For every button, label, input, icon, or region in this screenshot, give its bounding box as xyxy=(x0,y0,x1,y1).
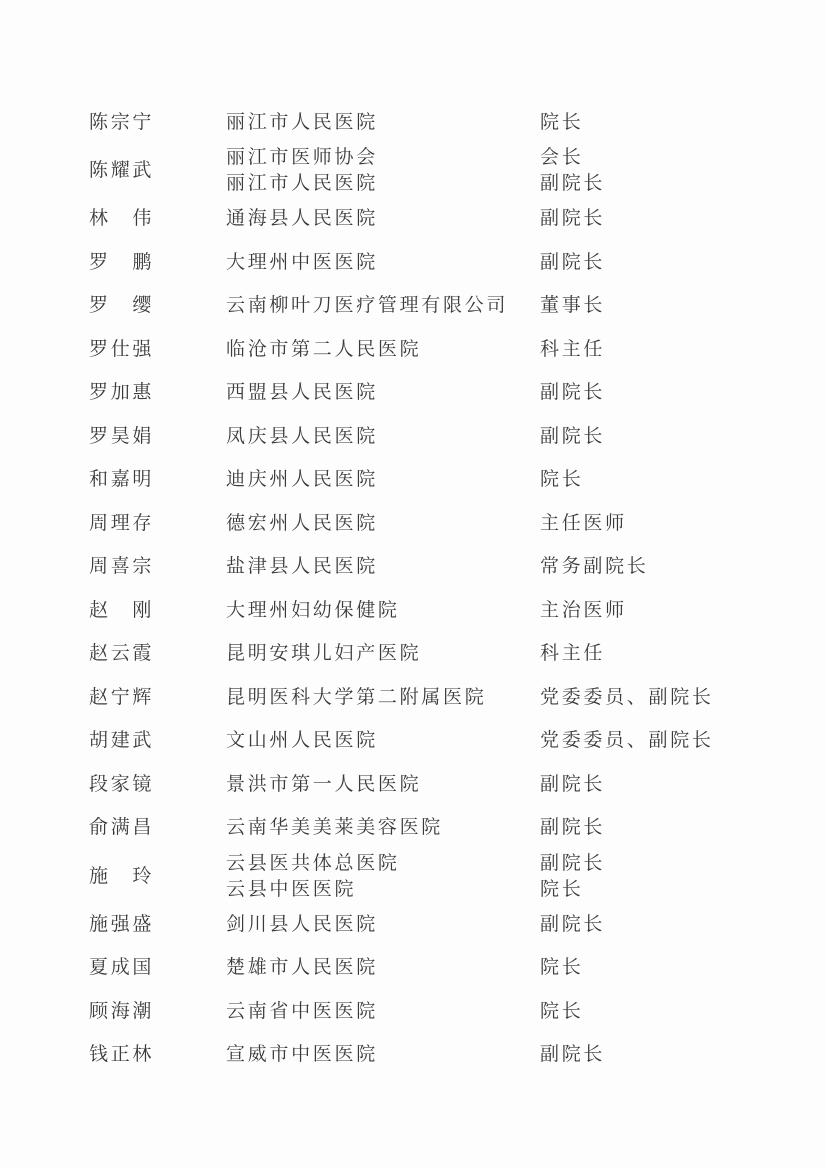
member-row xyxy=(0,588,826,632)
member-position: 院长 xyxy=(540,956,584,979)
member-organization: 云南华美美莱美容医院 xyxy=(226,816,444,839)
member-organization: 大理州中医医院 xyxy=(226,250,378,273)
member-position: 副院长 xyxy=(540,207,606,230)
member-position-cell xyxy=(540,902,605,946)
member-position: 副院长 xyxy=(540,381,606,404)
member-organization-cell xyxy=(226,458,378,502)
member-position-cell xyxy=(540,675,714,719)
member-organization-cell xyxy=(226,762,421,806)
member-position: 副院长 xyxy=(540,816,606,839)
member-organization: 通海县人民医院 xyxy=(226,207,378,230)
member-organization-cell xyxy=(226,414,378,458)
member-organization-cell xyxy=(226,100,378,144)
member-position: 党委委员、副院长 xyxy=(540,729,714,752)
member-organization: 丽江市人民医院 xyxy=(226,110,378,133)
member-organization: 凤庆县人民医院 xyxy=(226,424,378,447)
member-organization: 临沧市第二人民医院 xyxy=(226,337,422,360)
member-position-cell xyxy=(540,197,605,241)
member-position-cell xyxy=(540,762,605,806)
member-row xyxy=(0,946,826,990)
member-name: 赵宁辉 xyxy=(89,685,155,708)
member-row xyxy=(0,902,826,946)
member-organization: 楚雄市人民医院 xyxy=(226,956,378,979)
member-row xyxy=(0,545,826,589)
member-position-cell xyxy=(540,588,627,632)
member-organization-cell xyxy=(226,197,378,241)
member-position-cell xyxy=(540,327,605,371)
member-position: 常务副院长 xyxy=(540,555,649,578)
member-name: 罗昊娟 xyxy=(89,424,155,447)
member-position-cell xyxy=(540,849,605,902)
member-organization-cell xyxy=(226,849,400,902)
member-position-cell xyxy=(540,989,583,1033)
member-name: 钱正林 xyxy=(89,1043,155,1066)
member-row xyxy=(0,501,826,545)
member-row xyxy=(0,100,826,144)
member-organization-cell xyxy=(226,1033,378,1077)
member-organization-cell xyxy=(226,675,486,719)
member-position-cell xyxy=(540,371,605,415)
member-organization-cell xyxy=(226,806,443,850)
member-position: 副院长 xyxy=(540,912,606,935)
member-row xyxy=(0,806,826,850)
member-organization-cell xyxy=(226,902,378,946)
member-position-cell xyxy=(540,545,649,589)
member-position: 会长 xyxy=(540,146,584,168)
member-row xyxy=(0,675,826,719)
member-name: 俞满昌 xyxy=(89,816,155,839)
member-position: 董事长 xyxy=(540,294,606,317)
member-name: 罗 鹏 xyxy=(89,250,155,273)
member-organization-cell xyxy=(226,144,378,197)
member-position: 副院长 xyxy=(540,772,606,795)
member-organization-cell xyxy=(226,240,378,284)
member-position-cell xyxy=(540,946,583,990)
member-organization: 景洪市第一人民医院 xyxy=(226,772,422,795)
member-organization: 云县中医医院 xyxy=(226,877,357,900)
member-row xyxy=(0,414,826,458)
member-name: 罗加惠 xyxy=(89,381,155,404)
member-organization: 西盟县人民医院 xyxy=(226,381,378,404)
member-name: 胡建武 xyxy=(89,729,155,752)
member-organization-cell xyxy=(226,989,378,1033)
member-position-cell xyxy=(540,719,714,763)
member-organization-cell xyxy=(226,719,378,763)
member-row xyxy=(0,1033,826,1077)
member-organization: 剑川县人民医院 xyxy=(226,912,378,935)
member-organization-cell xyxy=(226,284,508,328)
member-row xyxy=(0,989,826,1033)
member-name: 赵云霞 xyxy=(89,642,155,665)
member-name: 和嘉明 xyxy=(89,468,155,491)
member-position: 党委委员、副院长 xyxy=(540,685,714,708)
member-position-cell xyxy=(540,632,605,676)
member-position-cell xyxy=(540,806,605,850)
member-position-cell xyxy=(540,100,583,144)
member-name: 赵 刚 xyxy=(89,598,155,621)
member-organization: 云南柳叶刀医疗管理有限公司 xyxy=(226,294,509,317)
member-position: 主任医师 xyxy=(540,511,627,534)
member-position-cell xyxy=(540,144,605,197)
member-name: 施 玲 xyxy=(89,864,155,887)
member-organization-cell xyxy=(226,327,421,371)
member-position: 主治医师 xyxy=(540,598,627,621)
member-name: 林 伟 xyxy=(89,207,155,230)
member-name: 陈耀武 xyxy=(89,159,155,181)
member-row xyxy=(0,284,826,328)
member-name: 段家镜 xyxy=(89,772,155,795)
member-list xyxy=(0,100,826,1076)
member-row xyxy=(0,371,826,415)
member-organization-cell xyxy=(226,545,378,589)
member-organization-cell xyxy=(226,371,378,415)
member-organization-cell xyxy=(226,632,421,676)
member-row xyxy=(0,144,826,197)
member-name: 罗 缨 xyxy=(89,294,155,317)
member-row xyxy=(0,632,826,676)
member-row xyxy=(0,849,826,902)
member-organization: 文山州人民医院 xyxy=(226,729,378,752)
member-position: 院长 xyxy=(540,110,584,133)
member-organization: 昆明医科大学第二附属医院 xyxy=(226,685,487,708)
member-organization-cell xyxy=(226,588,400,632)
member-row xyxy=(0,197,826,241)
member-row xyxy=(0,458,826,502)
member-organization: 丽江市医师协会 xyxy=(226,146,378,168)
member-name: 施强盛 xyxy=(89,912,155,935)
member-name: 陈宗宁 xyxy=(89,110,155,133)
member-position: 院长 xyxy=(540,468,584,491)
member-position: 科主任 xyxy=(540,337,606,360)
member-position-cell xyxy=(540,1033,605,1077)
member-name: 周喜宗 xyxy=(89,555,155,578)
member-name: 夏成国 xyxy=(89,956,155,979)
member-organization: 德宏州人民医院 xyxy=(226,511,378,534)
member-organization-cell xyxy=(226,501,378,545)
member-organization: 盐津县人民医院 xyxy=(226,555,378,578)
member-position: 副院长 xyxy=(540,250,606,273)
member-position: 副院长 xyxy=(540,424,606,447)
member-name: 周理存 xyxy=(89,511,155,534)
member-row xyxy=(0,240,826,284)
member-organization: 昆明安琪儿妇产医院 xyxy=(226,642,422,665)
member-organization: 迪庆州人民医院 xyxy=(226,468,378,491)
member-organization: 丽江市人民医院 xyxy=(226,172,378,194)
member-organization: 大理州妇幼保健院 xyxy=(226,598,400,621)
member-row xyxy=(0,762,826,806)
member-position: 副院长 xyxy=(540,1043,606,1066)
member-name: 罗仕强 xyxy=(89,337,155,360)
member-position-cell xyxy=(540,284,605,328)
member-organization: 云县医共体总医院 xyxy=(226,851,400,874)
member-position-cell xyxy=(540,501,627,545)
member-row xyxy=(0,327,826,371)
member-row xyxy=(0,719,826,763)
member-position: 副院长 xyxy=(540,851,606,874)
member-position-cell xyxy=(540,240,605,284)
member-organization: 宣威市中医医院 xyxy=(226,1043,378,1066)
member-position: 院长 xyxy=(540,877,584,900)
member-position-cell xyxy=(540,414,605,458)
member-organization-cell xyxy=(226,946,378,990)
member-name: 顾海潮 xyxy=(89,999,155,1022)
member-position: 科主任 xyxy=(540,642,606,665)
member-organization: 云南省中医医院 xyxy=(226,999,378,1022)
member-position: 副院长 xyxy=(540,172,606,194)
member-position-cell xyxy=(540,458,583,502)
member-position: 院长 xyxy=(540,999,584,1022)
